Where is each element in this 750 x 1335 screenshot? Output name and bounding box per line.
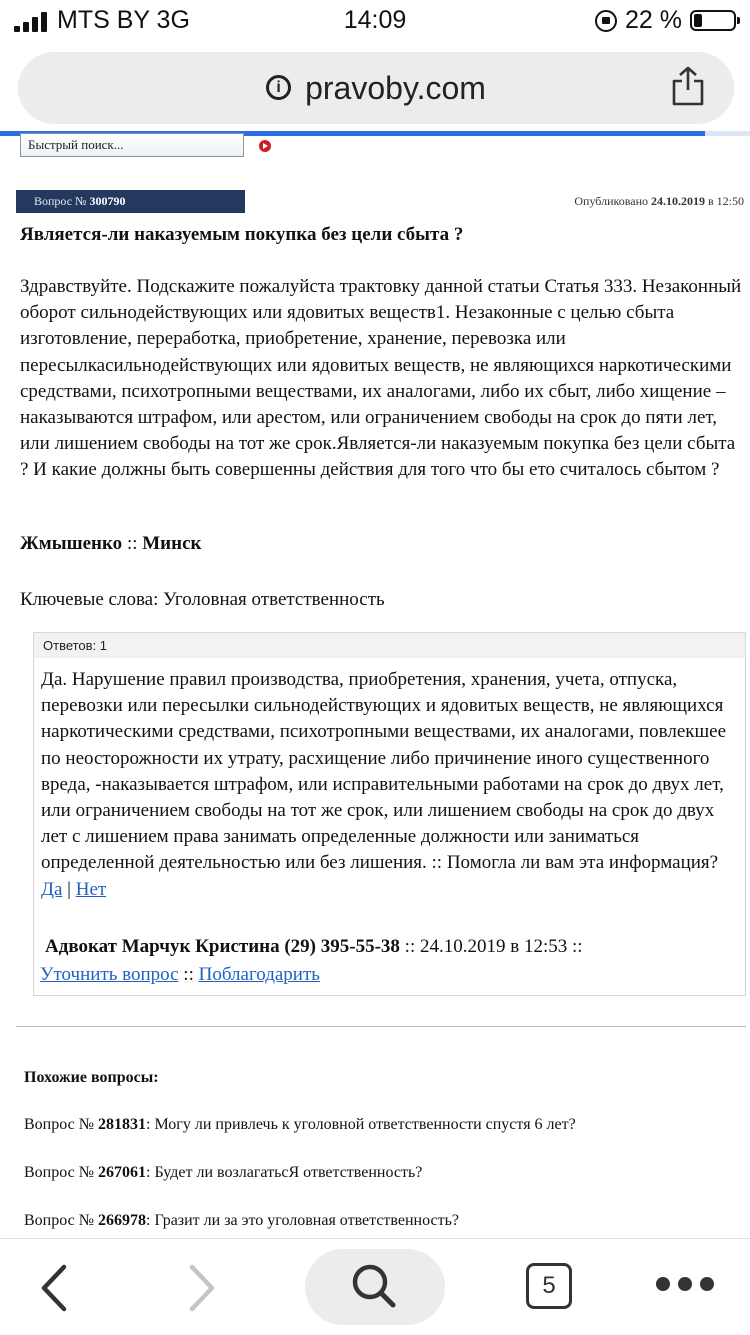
keywords-label: Ключевые слова: bbox=[20, 589, 159, 610]
similar-text: : Будет ли возлагатьсЯ ответственность? bbox=[146, 1164, 423, 1181]
address-bar[interactable] bbox=[18, 52, 734, 124]
more-icon[interactable] bbox=[656, 1277, 714, 1293]
search-button[interactable] bbox=[305, 1249, 445, 1325]
similar-question-item[interactable] bbox=[24, 1164, 422, 1182]
clarify-question-link[interactable]: Уточнить вопрос bbox=[40, 964, 179, 985]
author-separator: :: bbox=[126, 533, 138, 554]
thank-link[interactable]: Поблагодарить bbox=[198, 964, 320, 985]
author-name: Жмышенко bbox=[20, 533, 123, 554]
published-info bbox=[574, 194, 744, 209]
similar-prefix: Вопрос № bbox=[24, 1116, 94, 1133]
published-date: 24.10.2019 bbox=[651, 194, 705, 208]
question-badge-prefix: Вопрос № bbox=[34, 194, 87, 208]
answer-body: Да. Нарушение правил производства, приобретения, хранения, учета, отпуска, перевозки или пересылки сильнодействующих и ядовитых веществ, не являющихся наркотическими средствами, психотропными веществами, их аналогами, повлекшее по неосторожности их утрату, расхищение либо причинение иного существенного вреда, -наказывается штрафом, или исправительными работами на срок до двух лет, или ограничением свободы на тот же срок, или лишением свободы на срок до двух лет с лишением права занимать определенные должности или заниматься определенной деятельностью или без лишения. :: Помогла ли вам эта информация? bbox=[41, 669, 727, 874]
question-number-badge bbox=[16, 190, 245, 213]
helpful-separator: | bbox=[67, 878, 71, 900]
keywords-value: Уголовная ответственность bbox=[163, 589, 385, 610]
question-text: Здравствуйте. Подскажите пожалуйста трактовку данной статьи Статья 333. Незаконный оборот сильнодействующих или ядовитых веществ1. Незаконные с целью сбыта изготовление, переработка, приобретение, хранение, перевозка или пересылкасильнодействующих или ядовитых веществ, не являющихся наркотическими средствами, психотропными веществами, их аналогами, либо их сбыт, либо хищение –наказываются штрафом, или арестом, или ограничением свободы на срок до пяти лет, или лишением свободы на тот же срок.Является-ли наказуемым покупка без цели сбыта ? И какие должны быть совершенны действия для того что бы ето считалось сбытом ? bbox=[20, 276, 742, 481]
author-city: Минск bbox=[142, 533, 202, 554]
similar-prefix: Вопрос № bbox=[24, 1164, 94, 1181]
similar-question-item[interactable] bbox=[24, 1212, 459, 1230]
info-icon[interactable]: i bbox=[266, 75, 291, 100]
similar-questions-title: Похожие вопросы: bbox=[24, 1069, 159, 1086]
similar-number[interactable]: 281831 bbox=[98, 1116, 146, 1133]
helpful-yes-link[interactable]: Да bbox=[41, 878, 63, 900]
search-go-icon[interactable] bbox=[259, 140, 271, 152]
rotation-lock-icon bbox=[595, 10, 617, 32]
published-time: в 12:50 bbox=[708, 194, 744, 208]
url-text: pravoby.com bbox=[305, 70, 486, 106]
similar-prefix: Вопрос № bbox=[24, 1212, 94, 1229]
helpful-no-link[interactable]: Нет bbox=[75, 878, 107, 900]
answer-signature bbox=[45, 936, 583, 958]
answer-actions bbox=[40, 964, 320, 986]
question-author bbox=[20, 533, 201, 555]
divider bbox=[16, 1026, 746, 1027]
published-prefix: Опубликовано bbox=[574, 194, 648, 208]
similar-text: : Могу ли привлечь к уголовной ответственности спустя 6 лет? bbox=[146, 1116, 576, 1133]
similar-question-item[interactable] bbox=[24, 1116, 576, 1134]
carrier-label: MTS BY 3G bbox=[57, 6, 190, 34]
answer-text bbox=[41, 667, 739, 903]
battery-icon bbox=[690, 10, 736, 31]
battery-area bbox=[595, 6, 736, 35]
tabs-button[interactable]: 5 bbox=[526, 1263, 572, 1309]
answer-date: :: 24.10.2019 в 12:53 :: bbox=[399, 936, 583, 957]
lawyer-name: Адвокат Марчук Кристина (29) 395-55-38 bbox=[45, 936, 400, 957]
back-icon[interactable] bbox=[36, 1263, 72, 1313]
keywords bbox=[20, 589, 385, 611]
share-icon[interactable] bbox=[670, 66, 706, 106]
answers-count: Ответов: 1 bbox=[34, 633, 745, 658]
battery-percent: 22 % bbox=[625, 6, 682, 34]
question-title: Является-ли наказуемым покупка без цели сбыта ? bbox=[20, 224, 464, 245]
similar-text: : Гразит ли за это уголовная ответственность? bbox=[146, 1212, 459, 1229]
status-time: 14:09 bbox=[343, 6, 407, 34]
similar-number[interactable]: 266978 bbox=[98, 1212, 146, 1229]
actions-separator: :: bbox=[183, 964, 194, 985]
forward-icon[interactable] bbox=[184, 1263, 220, 1313]
similar-number[interactable]: 267061 bbox=[98, 1164, 146, 1181]
search-icon bbox=[337, 1249, 413, 1325]
status-bar bbox=[0, 0, 750, 40]
url-display[interactable] bbox=[18, 70, 734, 107]
question-number: 300790 bbox=[89, 194, 126, 208]
quick-search-input[interactable]: Быстрый поиск... bbox=[20, 133, 244, 157]
browser-toolbar bbox=[0, 1238, 750, 1335]
